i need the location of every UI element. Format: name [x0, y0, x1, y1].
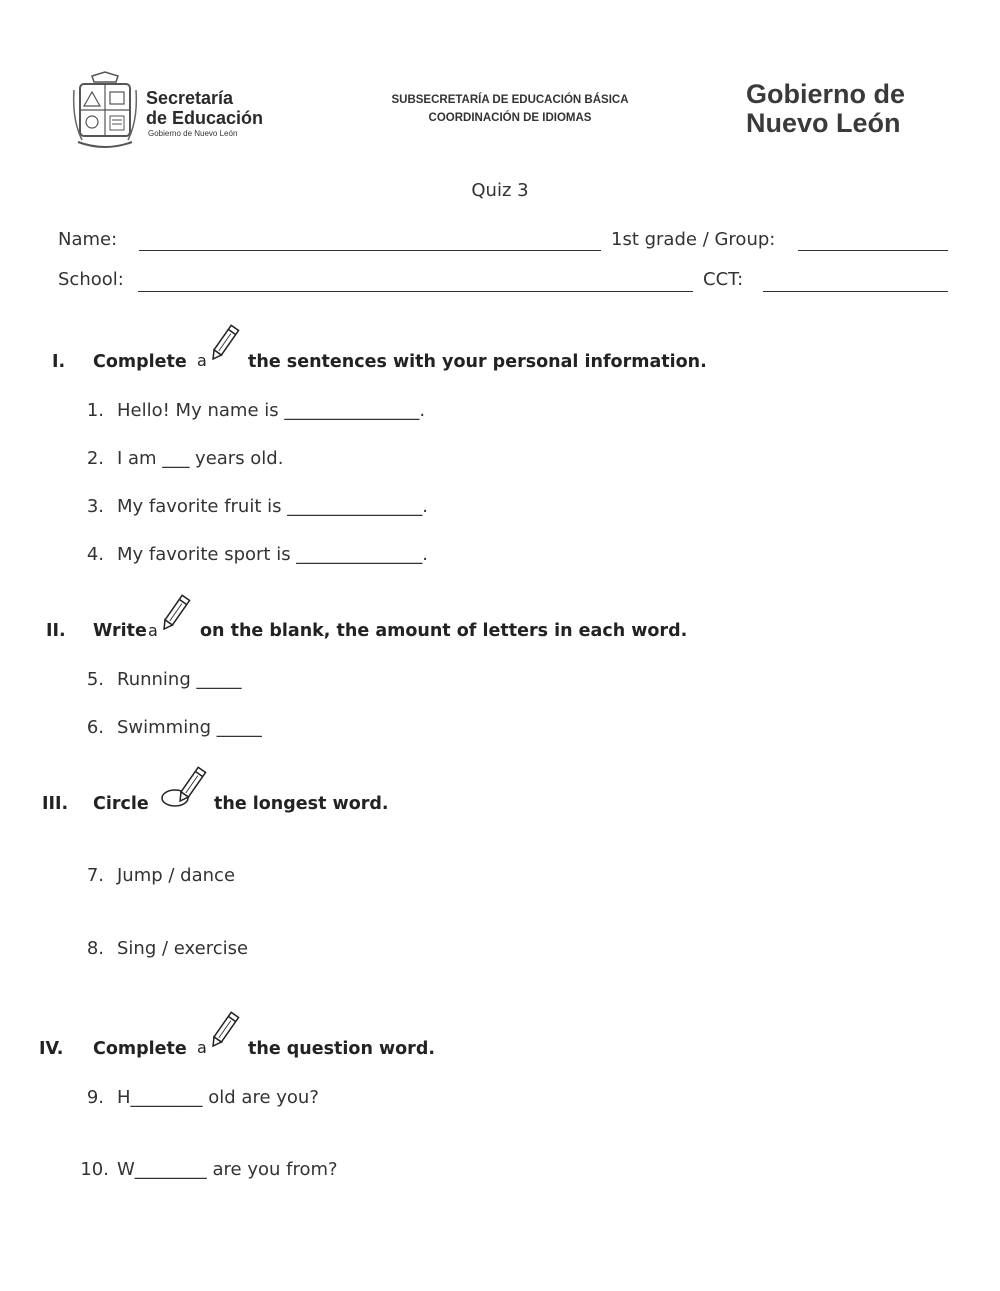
item-number: 6. — [86, 717, 104, 738]
circle-pencil-icon — [160, 766, 208, 814]
question-3: My favorite fruit is _______________. — [117, 496, 428, 517]
item-number: 5. — [86, 669, 104, 690]
question-5: Running _____ — [117, 669, 242, 690]
question-2: I am ___ years old. — [117, 448, 284, 469]
section-4-instruction: the question word. — [248, 1039, 435, 1059]
question-10: W________ are you from? — [117, 1159, 338, 1180]
write-pencil-icon — [195, 1009, 243, 1057]
question-4: My favorite sport is ______________. — [117, 544, 429, 565]
question-1: Hello! My name is _______________. — [117, 400, 426, 421]
item-number: 4. — [86, 544, 104, 565]
write-pencil-icon — [146, 592, 194, 640]
secretaria-logo-subtitle: Gobierno de Nuevo León — [148, 129, 238, 138]
secretaria-logo-text: Secretaría de Educación — [146, 88, 264, 128]
section-3-numeral: III. — [42, 794, 69, 814]
svg-text:a: a — [197, 351, 207, 370]
section-4-verb: Complete — [93, 1039, 187, 1059]
item-number: 7. — [86, 865, 104, 886]
cct-label: CCT: — [703, 269, 744, 290]
cct-field[interactable] — [763, 291, 948, 292]
gobierno-nuevo-leon-logo: Gobierno de Nuevo León — [746, 79, 906, 138]
question-7: Jump / dance — [117, 865, 236, 886]
svg-text:a: a — [148, 621, 158, 640]
section-2-instruction: on the blank, the amount of letters in each word. — [200, 621, 688, 641]
item-number: 3. — [86, 496, 104, 517]
name-label: Name: — [58, 229, 118, 250]
item-number: 2. — [86, 448, 104, 469]
school-label: School: — [58, 269, 124, 290]
name-field[interactable] — [139, 250, 601, 251]
state-crest-icon — [72, 70, 138, 152]
section-3-instruction: the longest word. — [214, 794, 389, 814]
write-pencil-icon — [195, 322, 243, 370]
grade-group-label: 1st grade / Group: — [611, 229, 776, 250]
quiz-title: Quiz 3 — [471, 180, 529, 201]
item-number: 9. — [86, 1087, 104, 1108]
section-2-numeral: II. — [46, 621, 66, 641]
section-4-numeral: IV. — [39, 1039, 64, 1059]
section-1-instruction: the sentences with your personal information. — [248, 352, 707, 372]
svg-text:a: a — [197, 1038, 207, 1057]
item-number: 1. — [86, 400, 104, 421]
item-number: 8. — [86, 938, 104, 959]
section-1-numeral: I. — [52, 352, 66, 372]
item-number: 10. — [80, 1159, 109, 1180]
question-8: Sing / exercise — [117, 938, 249, 959]
subsecretaria-heading: SUBSECRETARÍA DE EDUCACIÓN BÁSICA COORDINACIÓN DE IDIOMAS — [391, 94, 629, 124]
grade-group-field[interactable] — [798, 250, 948, 251]
section-2-verb: Write — [93, 621, 147, 641]
section-1-verb: Complete — [93, 352, 187, 372]
question-6: Swimming _____ — [117, 717, 262, 738]
section-3-verb: Circle — [93, 794, 149, 814]
school-field[interactable] — [138, 291, 693, 292]
question-9: H________ old are you? — [117, 1087, 319, 1108]
